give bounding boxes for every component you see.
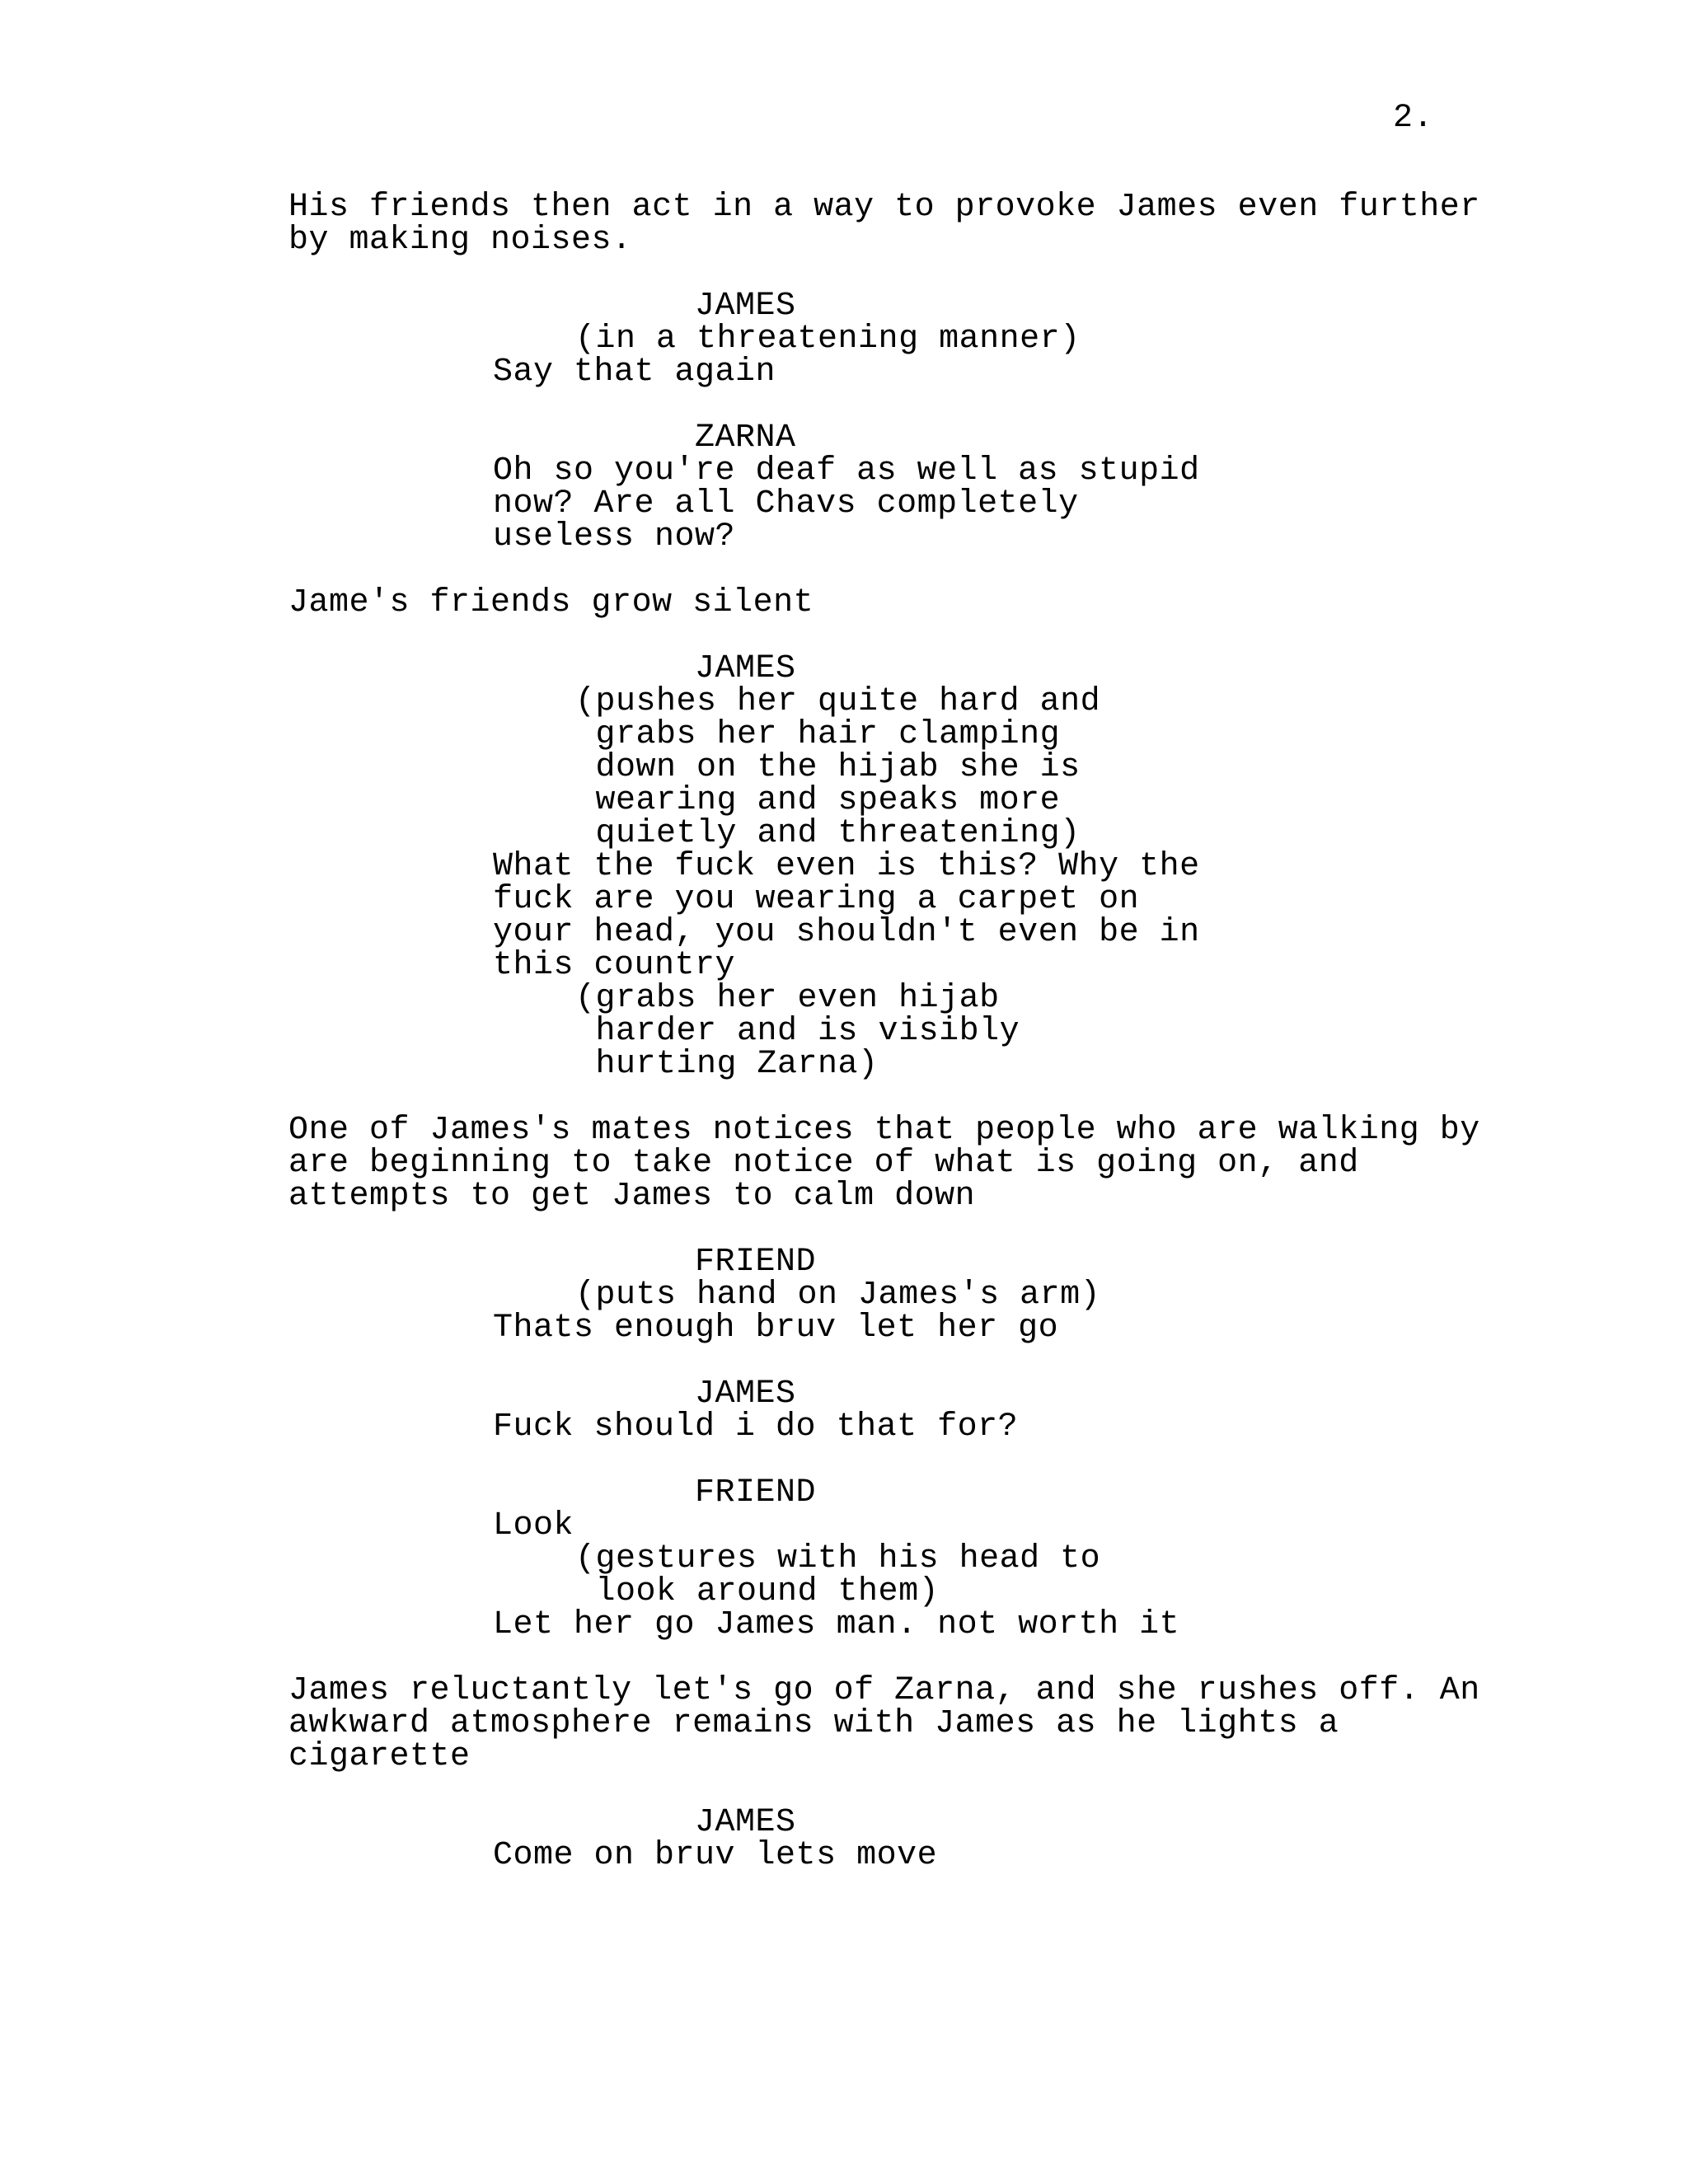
character-name: JAMES xyxy=(695,288,796,325)
dialogue-line: Fuck should i do that for? xyxy=(493,1408,1019,1446)
character-name: JAMES xyxy=(695,650,796,687)
page-number: 2. xyxy=(1393,100,1434,137)
dialogue-line: Oh so you're deaf as well as stupid now? Are all Chavs completely useless now? xyxy=(493,452,1200,555)
action-line: James reluctantly let's go of Zarna, and she rushes off. An awkward atmosphere remains with James as he lights a cigarette xyxy=(288,1672,1480,1775)
character-name: JAMES xyxy=(695,1804,796,1841)
parenthetical: (grabs her even hijab harder and is visibly hurting Zarna) xyxy=(575,980,1020,1083)
dialogue-line: Look xyxy=(493,1507,574,1544)
parenthetical: (in a threatening manner) xyxy=(575,321,1081,358)
parenthetical: (pushes her quite hard and grabs her hair clamping down on the hijab she is wearing and speaks more quietly and threatening) xyxy=(575,683,1101,852)
action-line: One of James's mates notices that people who are walking by are beginning to take notice of what is going on, and attempts to get James to calm down xyxy=(288,1112,1480,1215)
dialogue-line: Say that again xyxy=(493,354,776,391)
character-name: FRIEND xyxy=(695,1244,817,1281)
dialogue-line: Thats enough bruv let her go xyxy=(493,1310,1059,1347)
action-line: Jame's friends grow silent xyxy=(288,584,814,621)
dialogue-line: Come on bruv lets move xyxy=(493,1837,938,1874)
script-body xyxy=(288,189,1480,1874)
parenthetical: (gestures with his head to look around them) xyxy=(575,1540,1101,1610)
parenthetical: (puts hand on James's arm) xyxy=(575,1277,1101,1314)
dialogue-line: Let her go James man. not worth it xyxy=(493,1606,1180,1643)
character-name: JAMES xyxy=(695,1376,796,1413)
character-name: ZARNA xyxy=(695,419,796,457)
action-line: His friends then act in a way to provoke James even further by making noises. xyxy=(288,189,1480,259)
character-name: FRIEND xyxy=(695,1474,817,1511)
dialogue-line: What the fuck even is this? Why the fuck are you wearing a carpet on your head, you shouldn't even be in this country xyxy=(493,848,1200,984)
